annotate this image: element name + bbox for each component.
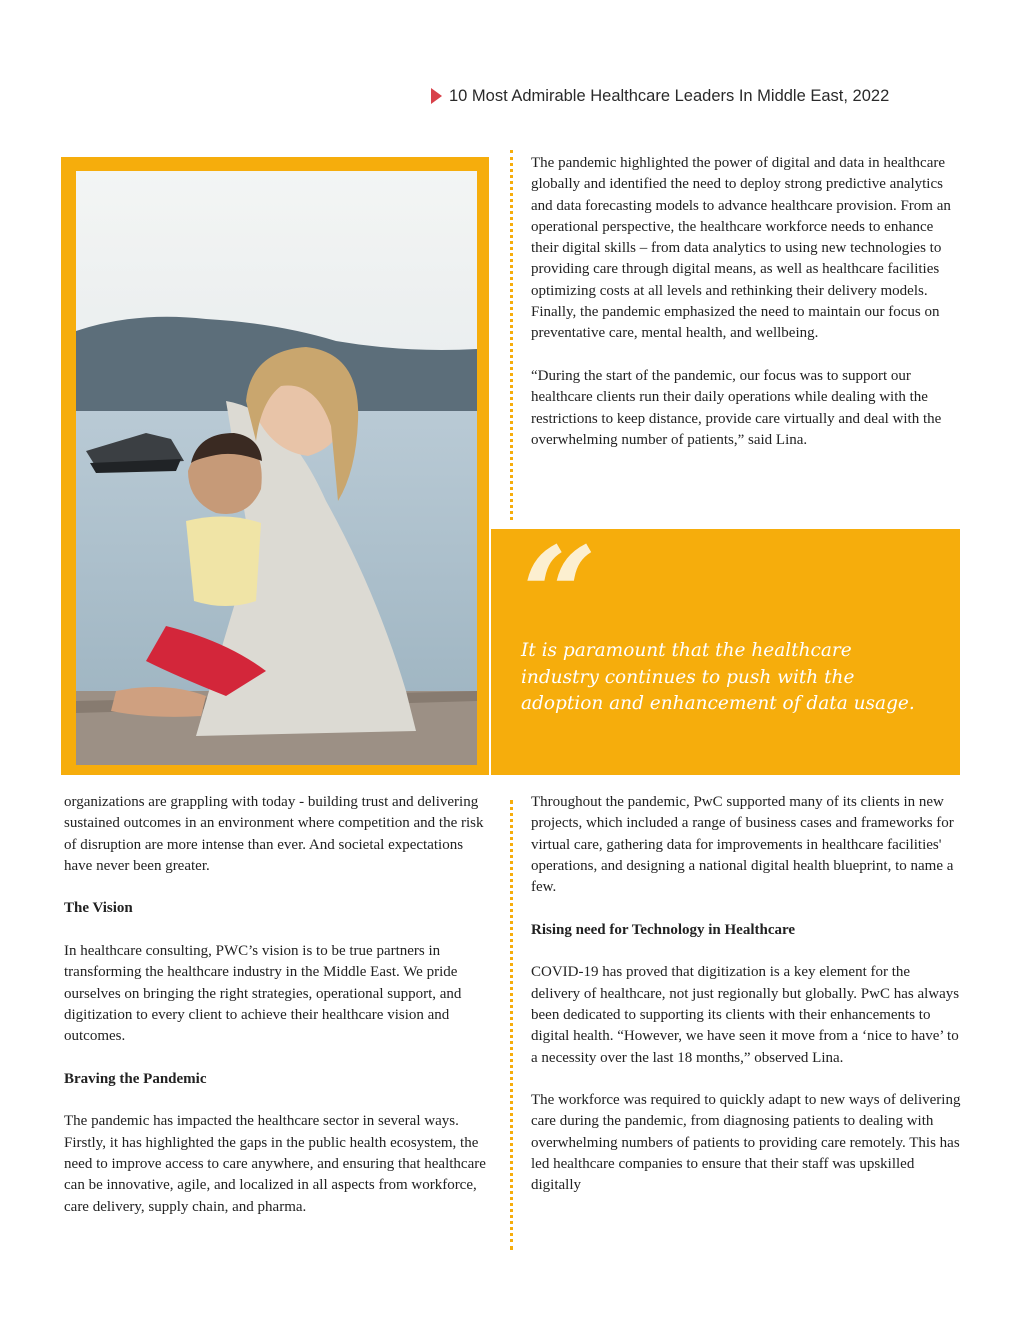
section-heading-vision: The Vision xyxy=(64,900,133,917)
paragraph: The pandemic has impacted the healthcare sector in several ways. Firstly, it has highlighted the gaps in the public health ecosystem, the need to improve access to care anywhere, and ensuring that healthcare can be innovative, agile, and localized in all aspects from workforce, care delivery, supply chain, and pharma. xyxy=(64,1113,486,1215)
paragraph: In healthcare consulting, PWC’s vision is to be true partners in transforming the healthcare industry in the Middle East. We pride ourselves on bringing the right strategies, operational support, and digitization to every client to achieve their healthcare vision and outcomes. xyxy=(64,943,462,1045)
triangle-bullet-icon xyxy=(431,88,442,104)
quote-mark-icon: “ xyxy=(522,518,597,671)
header-title: 10 Most Admirable Healthcare Leaders In Middle East, 2022 xyxy=(449,86,890,105)
pull-quote-text: It is paramount that the healthcare industry continues to push with the adoption and enhancement of data usage. xyxy=(521,640,915,714)
paragraph: organizations are grappling with today - building trust and delivering sustained outcomes in an environment where competition and the risk of disruption are more intense than ever. And societal expectations have never been greater. xyxy=(64,794,484,874)
photo-woman-and-boy-on-dock xyxy=(76,171,477,765)
right-column xyxy=(531,792,961,1218)
paragraph: “During the start of the pandemic, our focus was to support our healthcare clients run their daily operations while dealing with the restrictions to keep distance, provide care virtually and deal with the overwhelming number of patients,” said Lina. xyxy=(531,367,942,448)
left-column xyxy=(64,792,494,1239)
section-heading-pandemic: Braving the Pandemic xyxy=(64,1070,207,1087)
paragraph: The pandemic highlighted the power of digital and data in healthcare globally and identified the need to deploy strong predictive analytics and data forecasting models to advance healthcare provision. From an operational perspective, the healthcare workforce needs to enhance their digital skills – from data analytics to using new technologies to providing care through digital means, as well as healthcare facilities optimizing costs at all levels and rethinking their delivery models. Finally, the pandemic emphasized the need to maintain our focus on preventative care, mental health, and wellbeing. xyxy=(531,155,951,342)
column-divider-top xyxy=(510,150,513,520)
top-right-column xyxy=(531,153,961,472)
section-heading-technology: Rising need for Technology in Healthcare xyxy=(531,921,796,938)
paragraph: COVID-19 has proved that digitization is a key element for the delivery of healthcare, not just regionally but globally. PwC has always been dedicated to supporting its clients with their enhancements to digital health. “However, we have seen it move from a ‘nice to have’ to a necessity over the last 18 months,” observed Lina. xyxy=(531,964,960,1066)
paragraph: Throughout the pandemic, PwC supported many of its clients in new projects, which included a range of business cases and frameworks for virtual care, gathering data for improvements in healthcare facilities' operations, and designing a national digital health blueprint, to name a few. xyxy=(531,794,954,896)
page-header xyxy=(431,84,889,108)
paragraph: The workforce was required to quickly adapt to new ways of delivering care during the pandemic, from diagnosing patients to dealing with overwhelming numbers of patients to providing care remotely. This has led healthcare companies to ensure that their staff was upskilled digitally xyxy=(531,1092,961,1194)
column-divider-bottom xyxy=(510,800,513,1250)
